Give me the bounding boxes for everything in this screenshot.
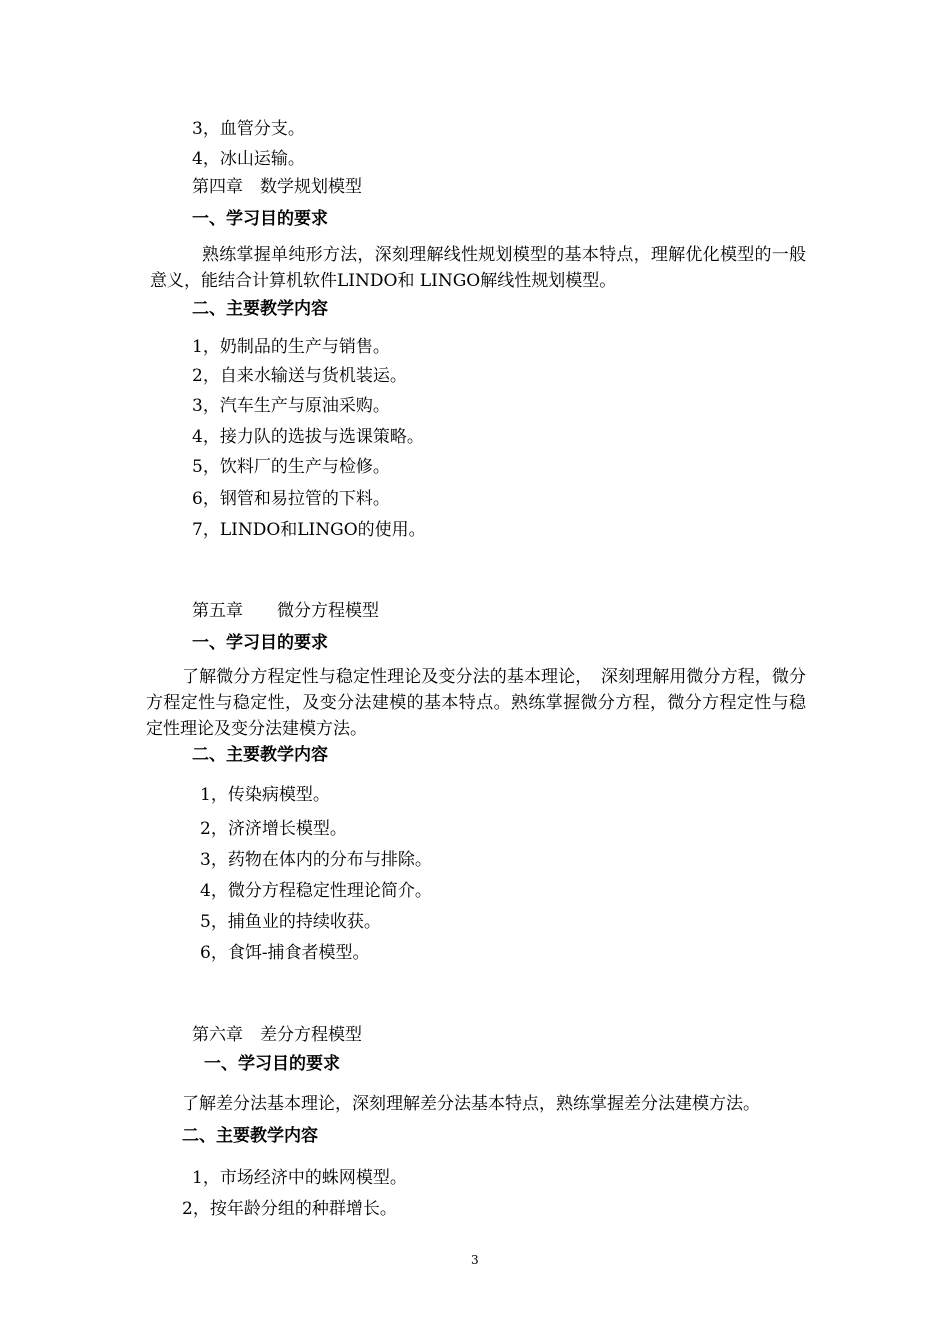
list-item: 6，钢管和易拉管的下料。 <box>192 489 390 509</box>
list-item: 5，捕鱼业的持续收获。 <box>200 912 381 932</box>
section-heading: 一、学习目的要求 <box>204 1054 340 1074</box>
list-item: 1，奶制品的生产与销售。 <box>192 337 390 357</box>
list-item: 4，微分方程稳定性理论简介。 <box>200 881 432 901</box>
list-item: 3，血管分支。 <box>192 119 305 139</box>
list-item: 3，药物在体内的分布与排除。 <box>200 850 432 870</box>
list-item: 1，传染病模型。 <box>200 785 330 805</box>
chapter-title: 第四章 数学规划模型 <box>192 177 362 197</box>
list-item: 6，食饵-捕食者模型。 <box>200 943 370 963</box>
chapter-title: 第六章 差分方程模型 <box>192 1025 362 1045</box>
section-heading: 一、学习目的要求 <box>192 209 328 229</box>
list-item: 4，接力队的选拔与选课策略。 <box>192 427 424 447</box>
paragraph: 熟练掌握单纯形方法，深刻理解线性规划模型的基本特点，理解优化模型的一般意义，能结合计算机软件LINDO和 LINGO解线性规划模型。 <box>150 245 806 291</box>
list-item: 2，济济增长模型。 <box>200 819 347 839</box>
list-item: 5，饮料厂的生产与检修。 <box>192 457 390 477</box>
list-item: 3，汽车生产与原油采购。 <box>192 396 390 416</box>
list-item: 2，按年龄分组的种群增长。 <box>182 1199 397 1219</box>
list-item: 4，冰山运输。 <box>192 149 305 169</box>
paragraph: 了解差分法基本理论，深刻理解差分法基本特点，熟练掌握差分法建模方法。 <box>182 1094 760 1114</box>
list-item: 2，自来水输送与货机装运。 <box>192 366 407 386</box>
section-heading: 二、主要教学内容 <box>192 299 328 319</box>
chapter-title: 第五章 微分方程模型 <box>192 601 379 621</box>
section-heading: 二、主要教学内容 <box>192 745 328 765</box>
page-number: 3 <box>471 1253 479 1267</box>
list-item: 1，市场经济中的蛛网模型。 <box>192 1168 407 1188</box>
section-heading: 二、主要教学内容 <box>182 1126 318 1146</box>
paragraph: 了解微分方程定性与稳定性理论及变分法的基本理论， 深刻理解用微分方程，微分方程定性与稳定性，及变分法建模的基本特点。熟练掌握微分方程，微分方程定性与稳定性理论及变分法建模方法。 <box>146 667 806 739</box>
section-heading: 一、学习目的要求 <box>192 633 328 653</box>
list-item: 7，LINDO和LINGO的使用。 <box>192 520 426 540</box>
